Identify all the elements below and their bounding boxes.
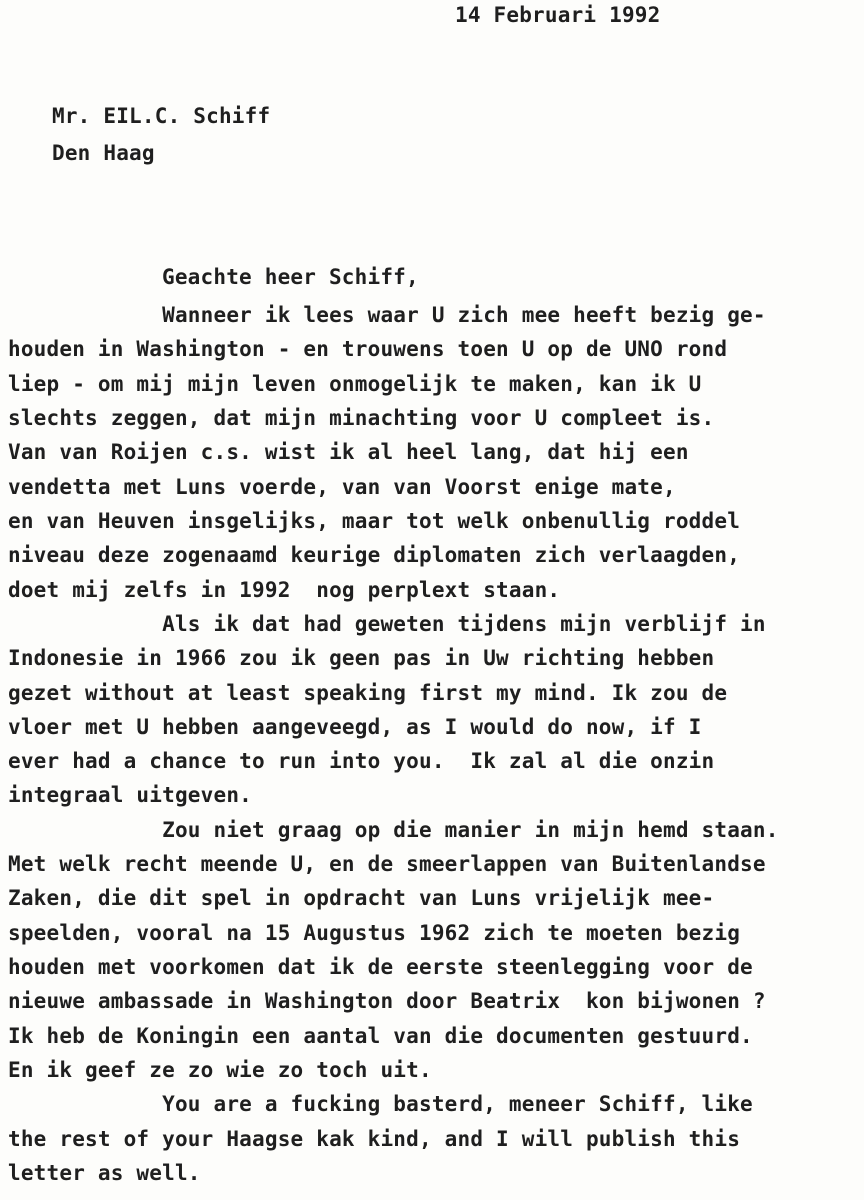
body-line: slechts zeggen, dat mijn minachting voor U compleet is.: [8, 406, 715, 430]
body-line: Wanneer ik lees waar U zich mee heeft bezig ge-: [8, 303, 766, 327]
body-line: Ik heb de Koningin een aantal van die documenten gestuurd.: [8, 1024, 753, 1048]
body-line: en van Heuven insgelijks, maar tot welk onbenullig roddel: [8, 509, 741, 533]
body-line: vendetta met Luns voerde, van van Voorst enige mate,: [8, 475, 676, 499]
body-line: houden in Washington - en trouwens toen U op de UNO rond: [8, 337, 728, 361]
body-line: En ik geef ze zo wie zo toch uit.: [8, 1058, 432, 1082]
letter-date: 14 Februari 1992: [455, 3, 661, 27]
salutation: Geachte heer Schiff,: [162, 265, 419, 289]
body-line: gezet without at least speaking first my mind. Ik zou de: [8, 681, 728, 705]
body-line: You are a fucking basterd, meneer Schiff, like: [8, 1092, 753, 1116]
body-line: the rest of your Haagse kak kind, and I will publish this: [8, 1127, 741, 1151]
body-line: Als ik dat had geweten tijdens mijn verblijf in: [8, 612, 766, 636]
body-line: Zou niet graag op die manier in mijn hemd staan.: [8, 818, 779, 842]
body-line: letter as well.: [8, 1161, 201, 1185]
body-line: doet mij zelfs in 1992 nog perplext staan.: [8, 578, 561, 602]
body-line: liep - om mij mijn leven onmogelijk te maken, kan ik U: [8, 372, 702, 396]
body-line: niveau deze zogenaamd keurige diplomaten zich verlaagden,: [8, 543, 741, 567]
body-line: vloer met U hebben aangeveegd, as I would do now, if I: [8, 715, 702, 739]
body-line: integraal uitgeven.: [8, 783, 253, 807]
body-line: nieuwe ambassade in Washington door Beatrix kon bijwonen ?: [8, 989, 766, 1013]
recipient-name: Mr. EIL.C. Schiff: [52, 104, 271, 128]
body-line: speelden, vooral na 15 Augustus 1962 zich te moeten bezig: [8, 921, 741, 945]
recipient-city: Den Haag: [52, 141, 155, 165]
body-line: Zaken, die dit spel in opdracht van Luns vrijelijk mee-: [8, 886, 715, 910]
body-line: Met welk recht meende U, en de smeerlappen van Buitenlandse: [8, 852, 766, 876]
body-line: Van van Roijen c.s. wist ik al heel lang, dat hij een: [8, 440, 689, 464]
body-line: Indonesie in 1966 zou ik geen pas in Uw richting hebben: [8, 646, 715, 670]
body-line: houden met voorkomen dat ik de eerste steenlegging voor de: [8, 955, 753, 979]
body-line: ever had a chance to run into you. Ik zal al die onzin: [8, 749, 715, 773]
